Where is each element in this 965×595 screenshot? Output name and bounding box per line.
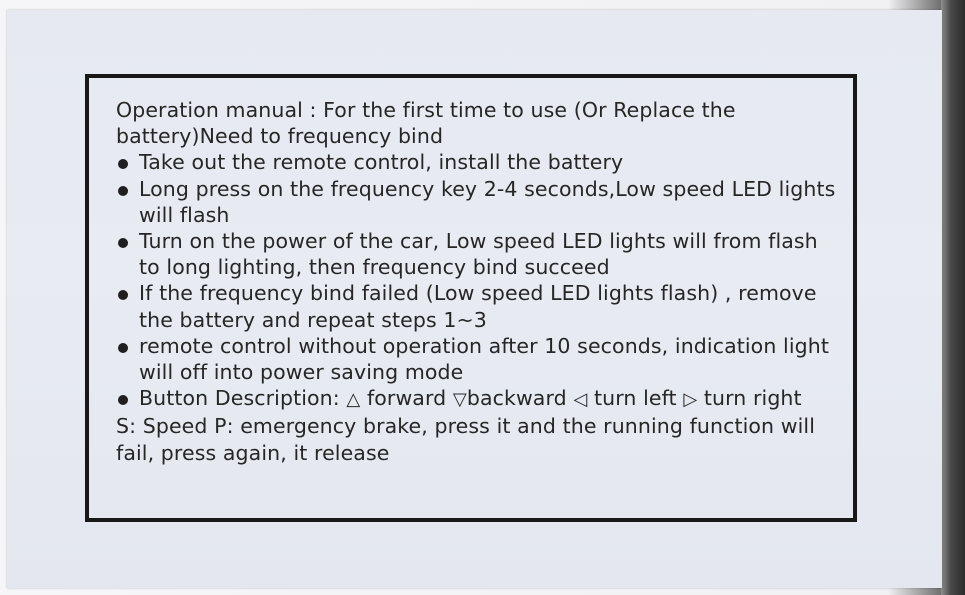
manual-step-1: Take out the remote control, install the battery [116,149,841,175]
forward-label: forward [366,386,447,411]
operation-manual-text [116,97,841,466]
right-triangle-icon: ▷ [683,389,698,411]
manual-step-2: Long press on the frequency key 2-4 seconds,Low speed LED lights will flash [116,176,841,228]
backward-label: backward [466,386,567,411]
button-description [116,385,841,413]
button-description-label: Button Description: [139,386,340,411]
manual-intro: Operation manual : For the first time to use (Or Replace the battery)Need to frequency bind [116,98,736,149]
dark-background-edge [941,0,965,595]
backward-triangle-icon: ▽ [452,389,467,411]
manual-step-5: remote control without operation after 10 seconds, indication light will off into power saving mode [116,333,841,385]
turn-left-label: turn left [593,386,677,411]
turn-right-label: turn right [703,386,802,411]
forward-triangle-icon: △ [346,389,361,411]
left-triangle-icon: ◁ [573,389,588,411]
manual-step-3: Turn on the power of the car, Low speed LED lights will from flash to long lighting, then frequency bind succeed [116,228,841,280]
manual-step-4: If the frequency bind failed (Low speed LED lights flash) , remove the battery and repeat steps 1~3 [116,280,841,332]
manual-footer: S: Speed P: emergency brake, press it and the running function will fail, press again, it release [116,414,815,465]
